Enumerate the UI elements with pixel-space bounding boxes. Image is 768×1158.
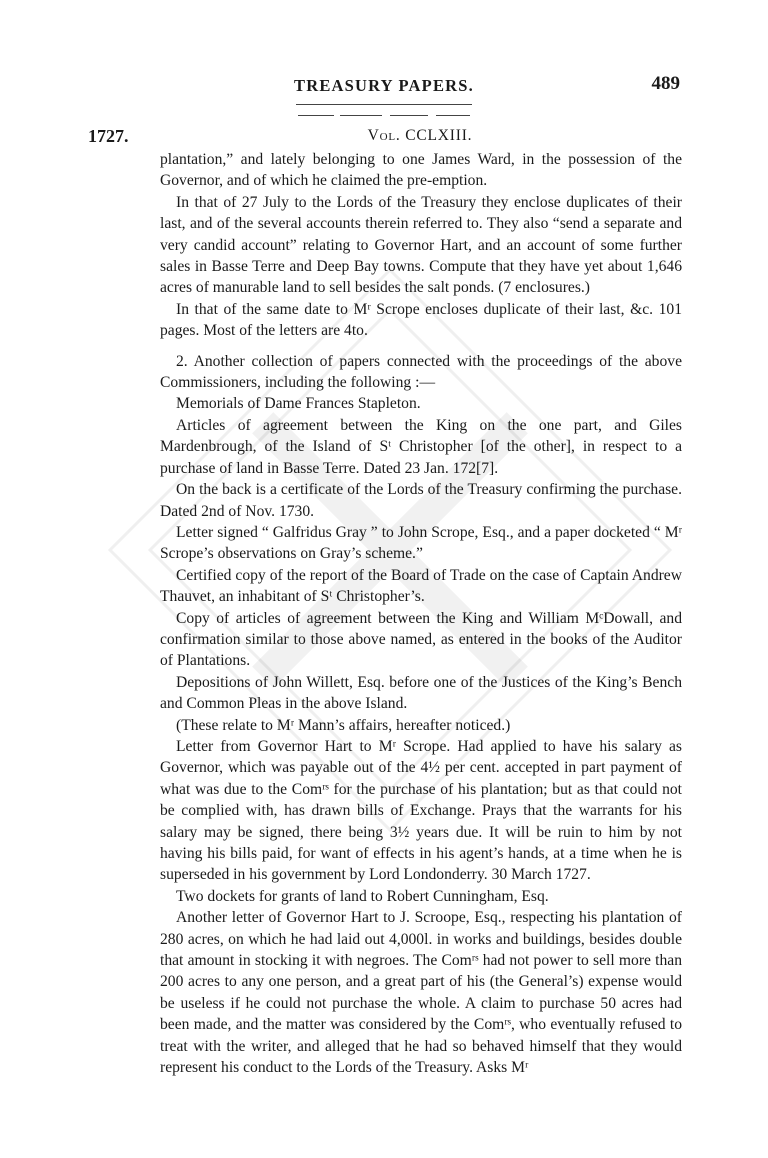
- paragraph: Certified copy of the report of the Board of Trade on the case of Captain Andrew Thauvet, an inhabitant of Sᵗ Christopher’s.: [160, 566, 682, 606]
- margin-year: 1727.: [88, 126, 129, 146]
- paragraph: Two dockets for grants of land to Robert Cunningham, Esq.: [176, 887, 549, 905]
- paragraph: Depositions of John Willett, Esq. before one of the Justices of the King’s Bench and Common Pleas in the above Island.: [160, 673, 682, 713]
- body-text: [160, 149, 682, 1078]
- paragraph: On the back is a certificate of the Lords of the Treasury confirming the purchase. Dated 2nd of Nov. 1730.: [160, 481, 682, 520]
- header-rule-dash: [390, 115, 428, 116]
- volume-heading: Vol. CCLXIII.: [367, 127, 473, 144]
- paragraph: Letter signed “ Galfridus Gray ” to John Scrope, Esq., and a paper docketed “ Mʳ Scrope’s observations on Gray’s scheme.”: [160, 523, 682, 563]
- paragraph: Articles of agreement between the King on the one part, and Giles Mardenbrough, of the Island of Sᵗ Christopher [of the other], in respect to a purchase of land in Basse Terre. Dated 23 Jan. 172[7].: [160, 416, 682, 477]
- header-rule-dash: [298, 115, 334, 116]
- page-number: 489: [651, 73, 680, 94]
- header-rule-dash: [340, 115, 382, 116]
- paragraph: Copy of articles of agreement between the King and William MᶜDowall, and confirmation similar to those above named, as entered in the books of the Auditor of Plantations.: [160, 609, 682, 670]
- paragraph: In that of 27 July to the Lords of the Treasury they enclose duplicates of their last, and of the several accounts therein referred to. They also “send a separate and very candid account” relating to Governor Hart, and an account of some further sales in Basse Terre and Deep Bay towns. Compute that they have yet about 1,646 acres of manurable land to sell besides the salt ponds. (7 enclosures.): [160, 193, 682, 297]
- paragraph: Another letter of Governor Hart to J. Scroope, Esq., respecting his plantation of 280 acres, on which he had laid out 4,000l. in works and buildings, besides double that amount in stocking it with negroes. The Comʳˢ had not power to sell more than 200 acres to any one person, and a great part of his (the General’s) expense would be useless if he could not purchase the whole. A claim to purchase 50 acres had been made, and the matter was considered by the Comʳˢ, who eventually refused to treat with the writer, and alleged that he had so behaved himself that they would represent his conduct to the Lords of the Treasury. Asks Mʳ: [160, 909, 682, 1077]
- paragraph: Memorials of Dame Frances Stapleton.: [176, 395, 421, 413]
- paragraph: 2. Another collection of papers connected with the proceedings of the above Commissioners, including the following :—: [160, 352, 682, 392]
- paragraph: In that of the same date to Mʳ Scrope encloses duplicate of their last, &c. 101 pages. Most of the letters are 4to.: [160, 300, 682, 340]
- paragraph: (These relate to Mʳ Mann’s affairs, hereafter noticed.): [176, 716, 511, 734]
- running-title: TREASURY PAPERS.: [294, 76, 474, 95]
- header-rule: [296, 104, 472, 105]
- paragraph: Letter from Governor Hart to Mʳ Scrope. Had applied to have his salary as Governor, which was payable out of the 4½ per cent. accepted in part payment of what was due to the Comʳˢ for the purchase of his plantation; but as that could not be complied with, has drawn bills of Exchange. Prays that the warrants for his salary may be signed, there being 3½ years due. It will be ruin to him by not having his bills paid, for want of effects in his agent’s hands, at a time when he is superseded in his government by Lord Londonderry. 30 March 1727.: [160, 737, 682, 884]
- header-rule-dash: [436, 115, 470, 116]
- paragraph: plantation,” and lately belonging to one James Ward, in the possession of the Governor, and of which he claimed the pre-emption.: [160, 151, 682, 190]
